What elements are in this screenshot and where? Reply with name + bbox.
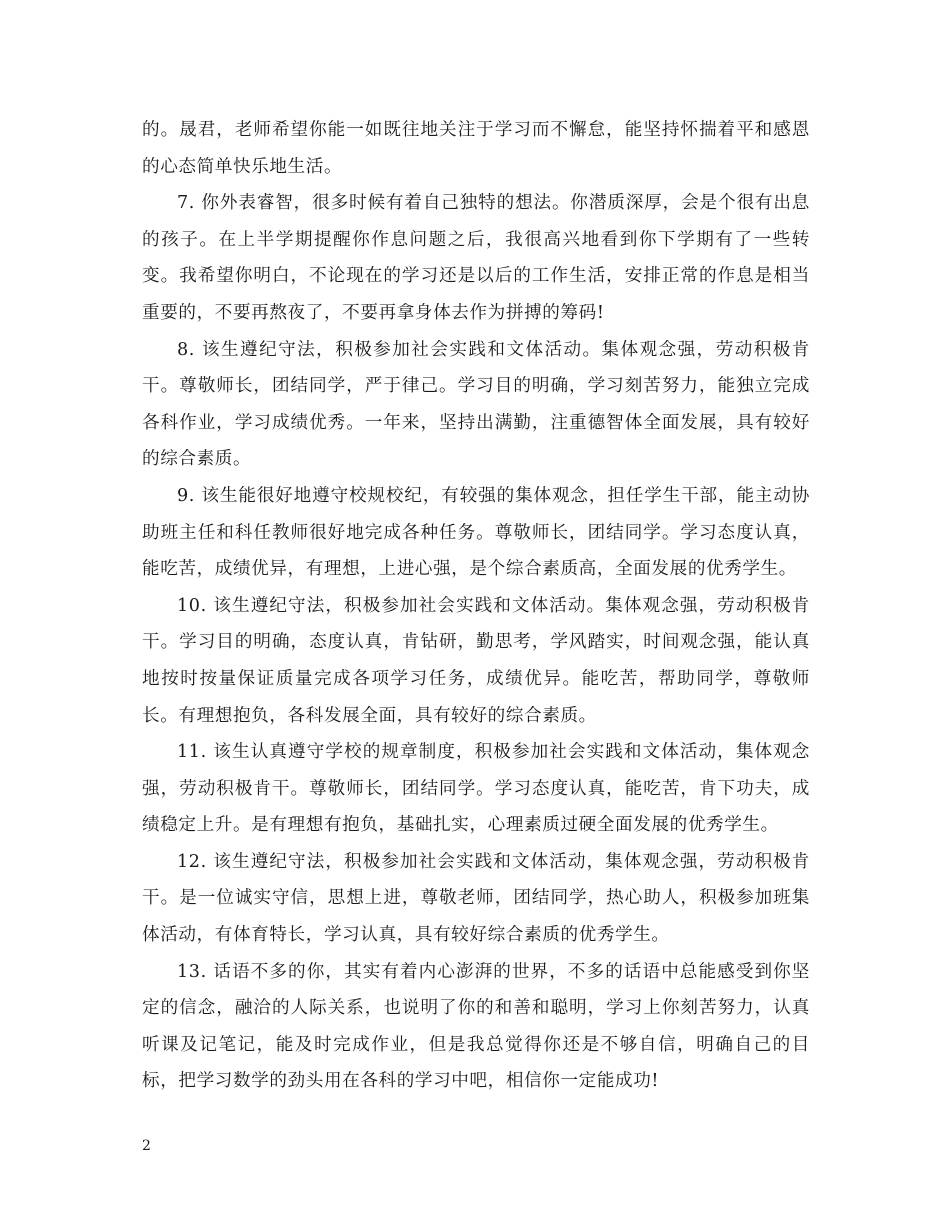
paragraph-comment-9: 9. 该生能很好地遵守校规校纪，有较强的集体观念，担任学生干部，能主动协助班主任和科任教师很好地完成各种任务。尊敬师长，团结同学。学习态度认真，能吃苦，成绩优异，有理想，上进心强，是个综合素质高，全面发展的优秀学生。 (142, 485, 810, 580)
paragraph-continuation: 的。晟君，老师希望你能一如既往地关注于学习而不懈怠，能坚持怀揣着平和感恩的心态简单快乐地生活。 (142, 120, 810, 177)
paragraph-comment-12: 12. 该生遵纪守法，积极参加社会实践和文体活动，集体观念强，劳动积极肯干。是一位诚实守信，思想上进，尊敬老师，团结同学，热心助人，积极参加班集体活动，有体育特长，学习认真，具有较好综合素质的优秀学生。 (142, 851, 810, 946)
document-body (142, 112, 810, 1100)
paragraph-comment-8: 8. 该生遵纪守法，积极参加社会实践和文体活动。集体观念强，劳动积极肯干。尊敬师长，团结同学，严于律己。学习目的明确，学习刻苦努力，能独立完成各科作业，学习成绩优秀。一年来，坚持出满勤，注重德智体全面发展，具有较好的综合素质。 (142, 339, 810, 470)
page-number: 2 (142, 1138, 151, 1154)
paragraph-comment-10: 10. 该生遵纪守法，积极参加社会实践和文体活动。集体观念强，劳动积极肯干。学习目的明确，态度认真，肯钻研，勤思考，学风踏实，时间观念强，能认真地按时按量保证质量完成各项学习任务，成绩优异。能吃苦，帮助同学，尊敬师长。有理想抱负，各科发展全面，具有较好的综合素质。 (142, 595, 810, 726)
paragraph-comment-13: 13. 话语不多的你，其实有着内心澎湃的世界，不多的话语中总能感受到你坚定的信念，融洽的人际关系，也说明了你的和善和聪明，学习上你刻苦努力，认真听课及记笔记，能及时完成作业，但是我总觉得你还是不够自信，明确自己的目标，把学习数学的劲头用在各科的学习中吧，相信你一定能成功! (142, 961, 810, 1092)
paragraph-comment-11: 11. 该生认真遵守学校的规章制度，积极参加社会实践和文体活动，集体观念强，劳动积极肯干。尊敬师长，团结同学。学习态度认真，能吃苦，肯下功夫，成绩稳定上升。是有理想有抱负，基础扎实，心理素质过硬全面发展的优秀学生。 (142, 742, 810, 836)
paragraph-comment-7: 7. 你外表睿智，很多时候有着自己独特的想法。你潜质深厚，会是个很有出息的孩子。在上半学期提醒你作息问题之后，我很高兴地看到你下学期有了一些转变。我希望你明白，不论现在的学习还是以后的工作生活，安排正常的作息是相当重要的，不要再熬夜了，不要再拿身体去作为拼搏的筹码! (142, 193, 810, 323)
